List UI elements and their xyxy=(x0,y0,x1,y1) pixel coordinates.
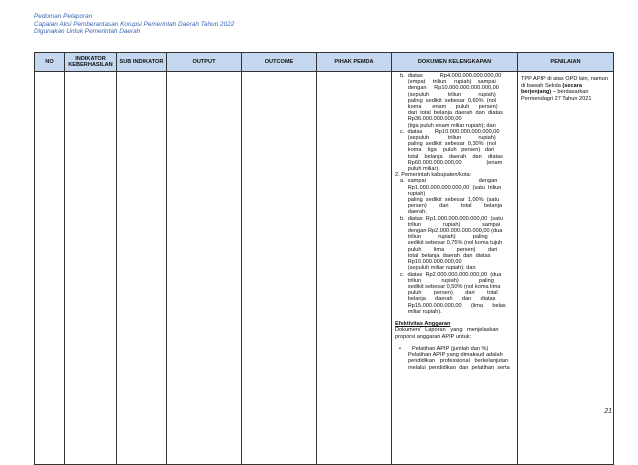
cell-dokumen-kelengkapan xyxy=(392,72,518,465)
table-header-row xyxy=(35,53,614,72)
col-header-dokumen: DOKUMEN KELENGKAPAN xyxy=(392,53,518,72)
dokumen-line-text: Rp1.000.000.000.000,00 (satu triliun xyxy=(400,184,502,191)
dokumen-line-text: (empat triliun rupiah) sampai xyxy=(400,79,496,86)
dokumen-line-text: miliar rupiah). xyxy=(400,308,442,315)
dokumen-line-text: dari total belanja daerah dan diatas xyxy=(400,110,503,117)
dokumen-line-text: belanja daerah dan diatas xyxy=(400,296,496,303)
col-header-indikator: INDIKATOR KEBERHASILAN xyxy=(65,53,117,72)
dokumen-line-text: triliun rupiah) paling xyxy=(400,234,488,241)
dokumen-line-text: Pelatihan APIP yang dimaksud adalah xyxy=(408,352,503,359)
dokumen-line-text: (tiga puluh enam miliar rupiah); dan xyxy=(400,122,496,129)
col-header-pihak-pemda: PIHAK PEMDA xyxy=(317,53,392,72)
penilaian-bold-text: (secara berjenjang) xyxy=(521,82,582,96)
dokumen-line-text: Dokumen/ Laporan yang menjelaskan xyxy=(395,327,499,334)
dokumen-line-text: rupiah) xyxy=(400,190,426,197)
dokumen-line-text: Rp10.000.000.000,00 xyxy=(400,259,462,266)
dokumen-line-text: melalui pendidikan dan pelatihan serta xyxy=(408,364,510,371)
dokumen-line-text: paling sedikit sebesar 0,30% (nol xyxy=(400,141,497,148)
dokumen-line-text: 2. Pemerintah kabupaten/kota: xyxy=(395,172,472,179)
col-header-sub-indikator: SUB INDIKATOR xyxy=(117,53,167,72)
dokumen-line-text xyxy=(395,315,397,321)
dokumen-line-text: dengan Rp2.000.000.000.000,00 (dua xyxy=(400,228,503,235)
dokumen-line-text: daerah; xyxy=(400,209,427,216)
cell-output xyxy=(167,72,242,465)
dokumen-text xyxy=(392,72,517,371)
penilaian-text-start: TPP APIP di atas OPD lain, namun di bawah Sekda xyxy=(521,76,608,89)
dokumen-line-text xyxy=(395,340,397,346)
col-header-output: OUTPUT xyxy=(167,53,242,72)
report-table xyxy=(34,52,614,465)
dokumen-line-text: b. diatas Rp4.000.000.000.000,00 xyxy=(400,73,502,79)
header-subtitle: Capaian Aksi Pemberantasan Korupsi Pemerintah Daerah Tahun 2022 xyxy=(34,20,235,28)
cell-indikator xyxy=(65,72,117,465)
dokumen-line-text: triliun rupiah) sampai xyxy=(400,221,501,228)
dokumen-line-text: Pelatihan APIP (jumlah dan %) xyxy=(412,345,489,352)
dokumen-line-text: paling sedikit sebesar 1,00% (satu xyxy=(400,197,500,204)
cell-pihak-pemda xyxy=(317,72,392,465)
dokumen-line-text: koma enam puluh persen) xyxy=(400,104,498,111)
dokumen-line-text: sedikit sebesar 0,50% (nol koma lima xyxy=(400,283,501,290)
dokumen-line-text: (sepuluh miliar rupiah); dan xyxy=(400,265,476,272)
cell-outcome xyxy=(242,72,317,465)
page-number: 21 xyxy=(604,408,612,415)
col-header-outcome: OUTCOME xyxy=(242,53,317,72)
dokumen-line-text: Rp60.000.000.000,00 (enam xyxy=(400,159,503,166)
bullet-icon: • xyxy=(399,345,401,352)
cell-no xyxy=(35,72,65,465)
dokumen-line-text: persen) dari total belanja xyxy=(400,203,502,210)
header-note: Digunakan Untuk Pemerintah Daerah xyxy=(34,28,141,36)
dokumen-line-text: sedikit sebesar 0,75% (nol koma tujuh xyxy=(400,240,503,247)
dokumen-line-text: dengan Rp10.000.000.000.000,00 xyxy=(400,85,499,92)
dokumen-line-text: koma tiga puluh persen) dari xyxy=(400,147,495,154)
dokumen-line-text: Efektivitas Anggaran xyxy=(395,321,451,328)
dokumen-line-text: triliun rupiah) paling xyxy=(400,277,494,284)
page-header xyxy=(34,13,434,36)
col-header-no: NO xyxy=(35,53,65,72)
header-title: Pedoman Pelaporan xyxy=(34,13,93,20)
dokumen-line-text: puluh miliar). xyxy=(400,166,440,173)
cell-penilaian xyxy=(518,72,614,465)
penilaian-text-end: – berdasarkan Permendagri 27 Tahun 2021 xyxy=(521,89,592,102)
dokumen-line-text: total belanja daerah dan diatas xyxy=(400,252,491,259)
dokumen-line-text: puluh persen) dari total xyxy=(400,290,498,297)
dokumen-line-text: puluh lima persen) dari xyxy=(400,246,498,253)
dokumen-line-text: c. diatas Rp10.000.000.000.000,00 xyxy=(400,128,500,135)
dokumen-line-text: a. sampai dengan xyxy=(400,178,498,185)
dokumen-line-text: Rp15.000.000.000,00 (lima belas xyxy=(400,302,506,309)
dokumen-line-text: paling sedikit sebesar 0,60% (nol xyxy=(400,97,497,104)
dokumen-line-text: (sepuluh triliun rupiah) xyxy=(400,135,496,142)
dokumen-line-text: c. diatas Rp2.000.000.000.000,00 (dua xyxy=(400,271,502,278)
col-header-penilaian: PENILAIAN xyxy=(518,53,614,72)
cell-sub-indikator xyxy=(117,72,167,465)
dokumen-line-text: total belanja daerah dan diatas xyxy=(400,153,503,160)
table-row xyxy=(35,72,614,465)
dokumen-line-text: (sepuluh triliun rupiah) xyxy=(400,91,496,98)
dokumen-line-text: b. diatas Rp1.000.000.000.000,00 (satu xyxy=(400,215,503,222)
penilaian-text xyxy=(518,72,613,102)
dokumen-line-text: pendidikan professional berkelanjutan xyxy=(408,358,509,365)
dokumen-line-text: proporsi anggaran APIP untuk: xyxy=(395,333,472,340)
dokumen-line-text: Rp36.000.000.000,00 xyxy=(400,116,462,123)
dokumen-line xyxy=(395,365,514,371)
